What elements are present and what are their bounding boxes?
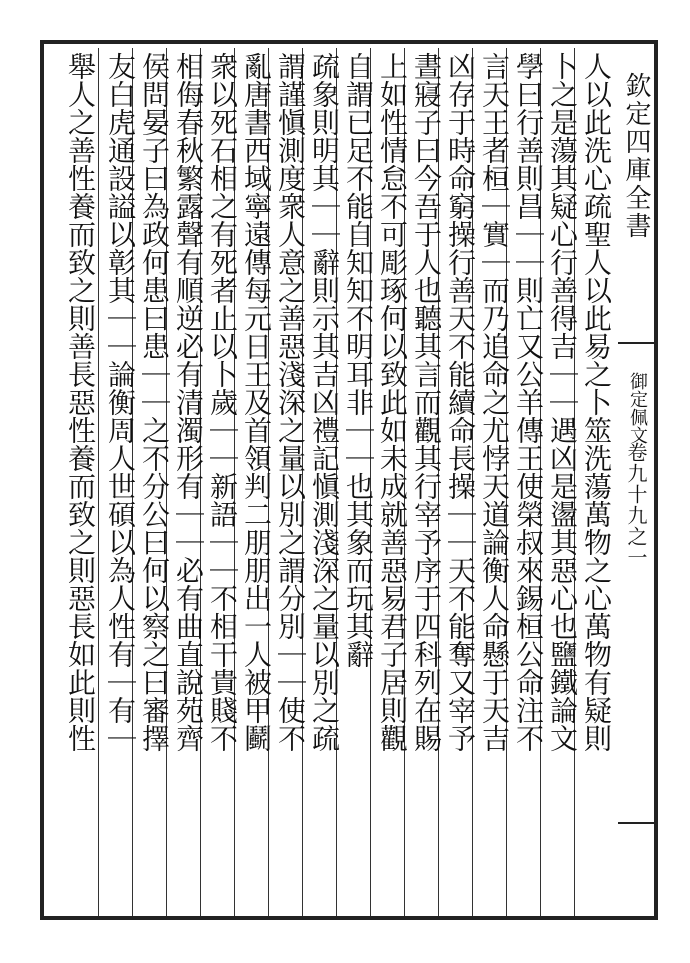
- book-title: 欽定四庫全書: [621, 72, 651, 240]
- text-column-16: 舉人之善性養而致之則善長惡性養而致之則惡長如此則性: [64, 52, 97, 752]
- text-column-9: 疏象則明其｜｜辭則示其吉凶禮記愼測淺深之量以別之疏: [308, 52, 341, 752]
- text-column-5: 凶存于時命窮操行善天不能續命長操｜｜天不能奪又宰予: [444, 52, 477, 752]
- text-column-12: 衆以死石相之有死者止以卜歲｜｜新語｜｜不相干貴賤不: [206, 52, 239, 752]
- text-column-2: 卜之是蕩其疑心行善得吉｜｜遇凶是盪其惡心也鹽鐵論文: [546, 52, 579, 752]
- text-column-1: 人以此洗心疏聖人以此易之卜筮洗蕩萬物之心萬物有疑則: [580, 52, 613, 752]
- text-column-3: 學曰行善則昌｜｜則亡又公羊傳王使榮叔來錫桓公命注不: [512, 52, 545, 752]
- page-margin: [618, 52, 654, 912]
- text-column-15: 友白虎通設謚以彰其｜｜論衡周人世碩以為人性有｜有｜: [104, 52, 137, 752]
- margin-divider-lower: [618, 822, 654, 824]
- text-column-8: 自謂已足不能自知知不明耳非｜｜也其象而玩其辭: [342, 52, 375, 668]
- collection-title: 御定佩文: [627, 372, 648, 444]
- text-column-11: 亂唐書西域寧遠傳每元日王及首領判二朋朋出一人被甲鬬: [240, 52, 273, 752]
- text-column-4: 言天王者桓｜實｜而乃追命之尤悖天道論衡人命懸于天吉: [478, 52, 511, 752]
- text-column-10: 謂謹愼測度衆人意之善惡淺深之量以別之謂分別｜｜使不: [274, 52, 307, 752]
- text-column-14: 侯問晏子曰為政何患曰患｜｜之不分公曰何以察之曰審擇: [138, 52, 171, 752]
- text-column-13: 相侮春秋繁露聲有順逆必有清濁形有｜｜必有曲直說苑齊: [172, 52, 205, 752]
- text-column-6: 晝寢子曰今吾于人也聽其言而觀其行宰予序于四科列在賜: [410, 52, 443, 752]
- volume-label: 卷九十九之一: [624, 442, 648, 568]
- text-column-7: 上如性情怠不可彫琢何以致此如未成就善惡易君子居則觀: [376, 52, 409, 752]
- margin-divider: [618, 342, 654, 344]
